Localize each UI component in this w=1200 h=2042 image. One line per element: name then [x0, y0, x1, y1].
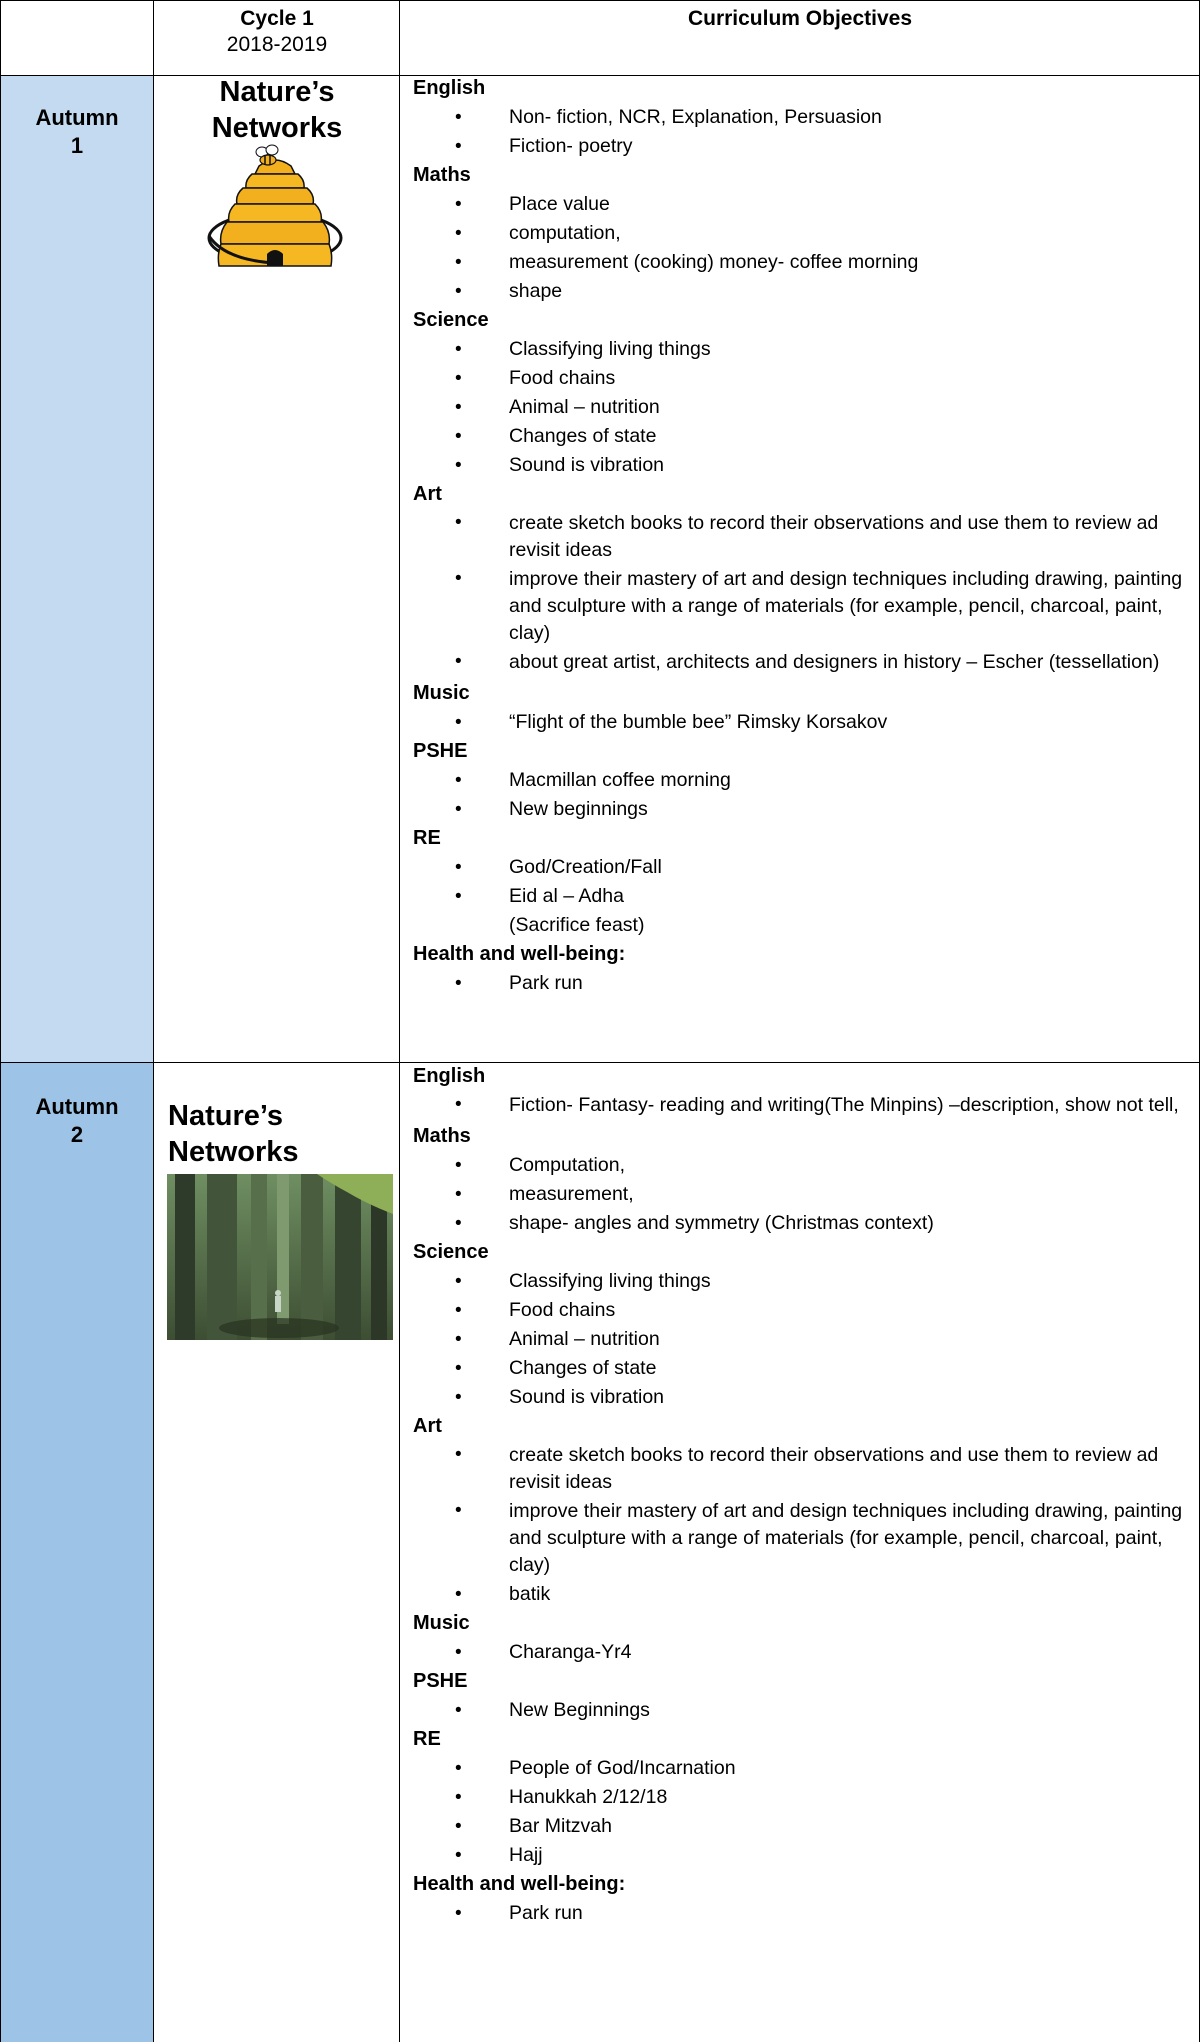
- cycle-header: [154, 6, 400, 58]
- border-top: [0, 0, 1200, 1]
- list-item: • Fiction- poetry: [413, 132, 1193, 161]
- border-left: [0, 0, 1, 2042]
- subject-heading: Maths: [413, 1125, 471, 1147]
- list-item: • Park run: [413, 969, 1193, 998]
- subject-heading: Science: [413, 1241, 489, 1263]
- list-item: • Changes of state: [413, 1354, 1193, 1383]
- list-item: • Charanga-Yr4: [413, 1638, 1193, 1667]
- subject-list: [413, 708, 1193, 737]
- term-label-autumn2: [0, 1093, 154, 1149]
- list-item: • Non- fiction, NCR, Explanation, Persuasion: [413, 103, 1193, 132]
- subject-list: [413, 1091, 1193, 1122]
- list-item: • Eid al – Adha: [413, 882, 1193, 911]
- subject-list: [413, 1151, 1193, 1238]
- autumn2-shade: [1, 1063, 153, 2042]
- subject-heading: Health and well-being:: [413, 943, 626, 965]
- list-item: • Classifying living things: [413, 1267, 1193, 1296]
- term-number: 2: [70, 1122, 84, 1147]
- list-item: • Classifying living things: [413, 335, 1193, 364]
- topic-title-autumn2: Nature’s Networks: [168, 1100, 299, 1168]
- list-item: • Animal – nutrition: [413, 393, 1193, 422]
- objectives-autumn1: [413, 74, 1193, 998]
- subject-list: [413, 190, 1193, 306]
- cycle-title: Cycle 1: [240, 7, 314, 30]
- list-item: • Place value: [413, 190, 1193, 219]
- objectives-autumn2: [413, 1062, 1193, 1928]
- list-item: • New Beginnings: [413, 1696, 1193, 1725]
- subject-list: [413, 335, 1193, 480]
- subject-heading: Music: [413, 1612, 470, 1634]
- list-item: • improve their mastery of art and design techniques including drawing, painting and sculpture with a range of materials (for example, pencil, charcoal, paint, clay): [413, 1497, 1193, 1580]
- list-item: • shape: [413, 277, 1193, 306]
- term-name: Autumn: [35, 105, 119, 130]
- subject-heading: Health and well-being:: [413, 1873, 626, 1895]
- list-item: • Park run: [413, 1899, 1193, 1928]
- list-item: • New beginnings: [413, 795, 1193, 824]
- subject-list: [413, 969, 1193, 998]
- cycle-years: 2018-2019: [226, 33, 328, 56]
- subject-heading: Science: [413, 309, 489, 331]
- list-item: • Computation,: [413, 1151, 1193, 1180]
- list-item: • Changes of state: [413, 422, 1193, 451]
- subject-heading: Art: [413, 483, 442, 505]
- list-item: • Hajj: [413, 1841, 1193, 1870]
- list-item: • measurement (cooking) money- coffee morning: [413, 248, 1193, 277]
- subject-list: [413, 766, 1193, 824]
- term-name: Autumn: [35, 1094, 119, 1119]
- border-col1: [153, 0, 154, 2042]
- list-item: (Sacrifice feast): [509, 914, 645, 936]
- list-item: • create sketch books to record their observations and use them to review ad revisit ideas: [413, 509, 1193, 565]
- subject-heading: RE: [413, 827, 441, 849]
- list-item: • “Flight of the bumble bee” Rimsky Korsakov: [413, 708, 1193, 737]
- subject-list: [413, 1754, 1193, 1870]
- list-item: • Macmillan coffee morning: [413, 766, 1193, 795]
- subject-list: [413, 1441, 1193, 1609]
- topic-title-autumn1: Nature’s Networks: [211, 76, 343, 144]
- list-item: • God/Creation/Fall: [413, 853, 1193, 882]
- subject-list: [413, 1638, 1193, 1667]
- objectives-header: Curriculum Objectives: [687, 7, 913, 30]
- list-item: • shape- angles and symmetry (Christmas context): [413, 1209, 1193, 1238]
- list-item: • about great artist, architects and designers in history – Escher (tessellation): [413, 648, 1193, 679]
- subject-list: [413, 1267, 1193, 1412]
- subject-heading: PSHE: [413, 740, 468, 762]
- subject-heading: PSHE: [413, 1670, 468, 1692]
- list-item: • improve their mastery of art and design techniques including drawing, painting and sculpture with a range of materials (for example, pencil, charcoal, paint, clay): [413, 565, 1193, 648]
- list-item: • Food chains: [413, 364, 1193, 393]
- list-item: • Sound is vibration: [413, 451, 1193, 480]
- subject-heading: English: [413, 77, 486, 99]
- list-item: • measurement,: [413, 1180, 1193, 1209]
- list-item: • Sound is vibration: [413, 1383, 1193, 1412]
- forest-picture: [167, 1174, 393, 1340]
- subject-heading: RE: [413, 1728, 441, 1750]
- list-item: • Hanukkah 2/12/18: [413, 1783, 1193, 1812]
- list-item: • Food chains: [413, 1296, 1193, 1325]
- list-item: • computation,: [413, 219, 1193, 248]
- subject-list: [413, 853, 1193, 940]
- term-label-autumn1: [0, 104, 154, 160]
- subject-heading: English: [413, 1065, 486, 1087]
- autumn1-shade: [1, 76, 153, 1062]
- list-item: • Animal – nutrition: [413, 1325, 1193, 1354]
- subject-heading: Art: [413, 1415, 442, 1437]
- beehive-icon: [205, 140, 355, 280]
- subject-list: [413, 509, 1193, 679]
- term-number: 1: [70, 133, 84, 158]
- list-item: • Fiction- Fantasy- reading and writing(The Minpins) –description, show not tell,: [413, 1091, 1193, 1122]
- border-col2: [399, 0, 400, 2042]
- list-item: • Bar Mitzvah: [413, 1812, 1193, 1841]
- list-item: • batik: [413, 1580, 1193, 1609]
- list-item: • People of God/Incarnation: [413, 1754, 1193, 1783]
- subject-list: [413, 103, 1193, 161]
- subject-heading: Maths: [413, 164, 471, 186]
- subject-list: [413, 1899, 1193, 1928]
- subject-heading: Music: [413, 682, 470, 704]
- list-item: • create sketch books to record their observations and use them to review ad revisit ideas: [413, 1441, 1193, 1497]
- subject-list: [413, 1696, 1193, 1725]
